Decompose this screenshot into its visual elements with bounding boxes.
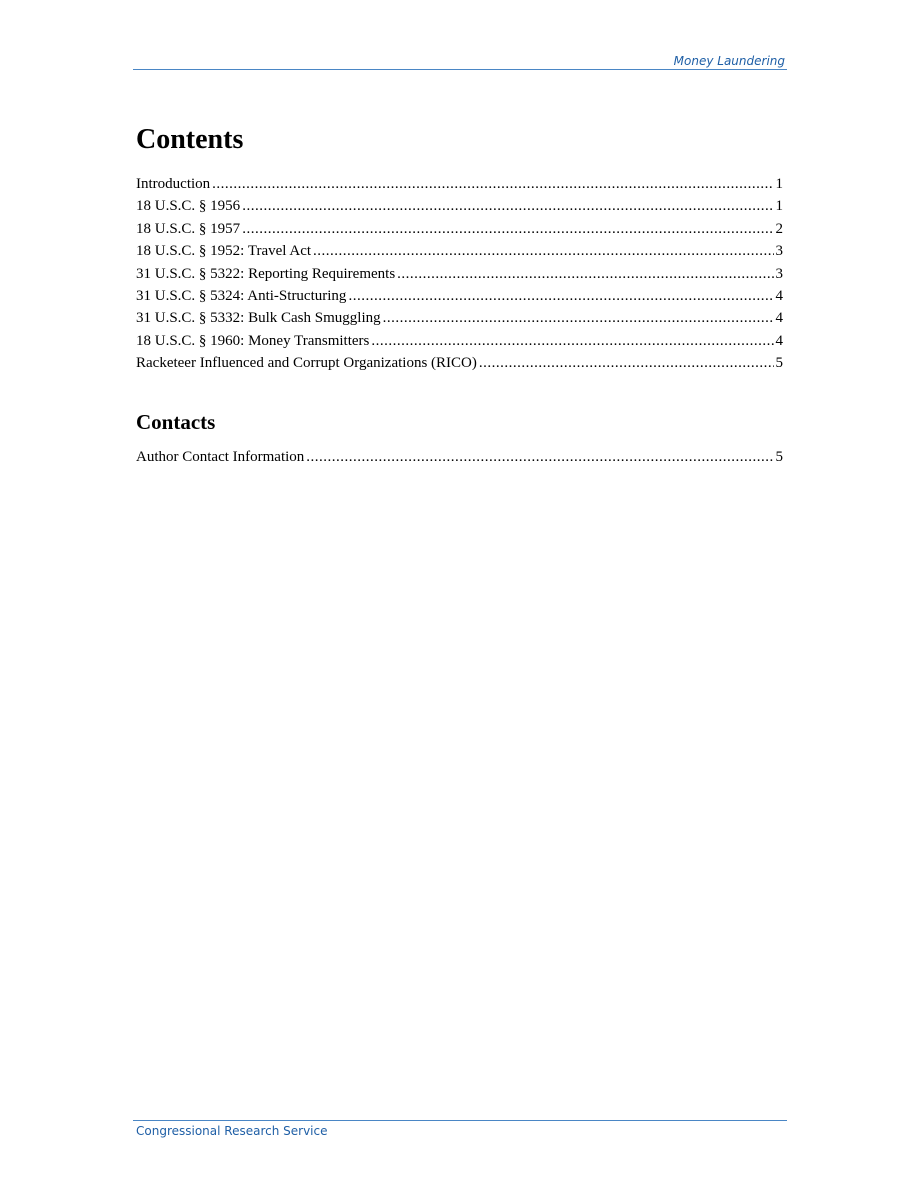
toc-dot-leader — [371, 331, 773, 351]
toc-item[interactable] — [136, 174, 783, 196]
toc-item-page: 1 — [775, 198, 783, 215]
toc-item-title: Introduction — [136, 176, 211, 192]
running-footer — [133, 1120, 787, 1138]
toc-dot-leader — [397, 264, 773, 284]
running-header — [133, 55, 787, 70]
toc-item-title: 18 U.S.C. § 1956 — [136, 198, 241, 215]
running-header-title: Money Laundering — [673, 54, 785, 68]
toc-item-title: 31 U.S.C. § 5324: Anti-Structuring — [136, 287, 347, 304]
toc-item-page: 4 — [775, 310, 783, 327]
toc-dot-leader — [242, 219, 773, 239]
page-title: Contents — [136, 124, 244, 155]
toc-item-page: 4 — [775, 287, 783, 304]
toc-item-page: 5 — [775, 449, 783, 465]
table-of-contents — [136, 174, 783, 376]
toc-item[interactable] — [136, 353, 783, 375]
toc-item-title: Racketeer Influenced and Corrupt Organizations (RICO) — [136, 355, 477, 372]
toc-dot-leader — [306, 447, 773, 467]
toc-item[interactable] — [136, 447, 783, 469]
toc-item-title: 18 U.S.C. § 1957 — [136, 220, 241, 237]
toc-item[interactable] — [136, 331, 783, 353]
toc-item-page: 3 — [775, 265, 783, 282]
toc-item-page: 2 — [775, 220, 783, 237]
toc-dot-leader — [242, 196, 773, 216]
toc-item-page: 5 — [775, 355, 783, 372]
toc-item-title: 31 U.S.C. § 5332: Bulk Cash Smuggling — [136, 310, 381, 327]
toc-item-page: 1 — [775, 176, 783, 192]
toc-item-page: 4 — [775, 332, 783, 349]
contacts-list — [136, 447, 783, 469]
toc-item[interactable] — [136, 286, 783, 308]
toc-item-title: Author Contact Information — [136, 449, 305, 465]
toc-dot-leader — [348, 286, 773, 306]
toc-item-title: 18 U.S.C. § 1952: Travel Act — [136, 243, 312, 260]
toc-dot-leader — [313, 241, 773, 261]
contacts-heading: Contacts — [136, 410, 216, 434]
footer-publisher: Congressional Research Service — [136, 1124, 328, 1138]
toc-item[interactable] — [136, 264, 783, 286]
toc-dot-leader — [479, 353, 774, 373]
toc-dot-leader — [383, 308, 774, 328]
toc-item[interactable] — [136, 219, 783, 241]
toc-item[interactable] — [136, 308, 783, 330]
toc-item-page: 3 — [775, 243, 783, 260]
toc-item[interactable] — [136, 241, 783, 263]
toc-item-title: 31 U.S.C. § 5322: Reporting Requirements — [136, 265, 396, 282]
toc-item[interactable] — [136, 196, 783, 218]
toc-item-title: 18 U.S.C. § 1960: Money Transmitters — [136, 332, 370, 349]
toc-dot-leader — [212, 174, 773, 194]
